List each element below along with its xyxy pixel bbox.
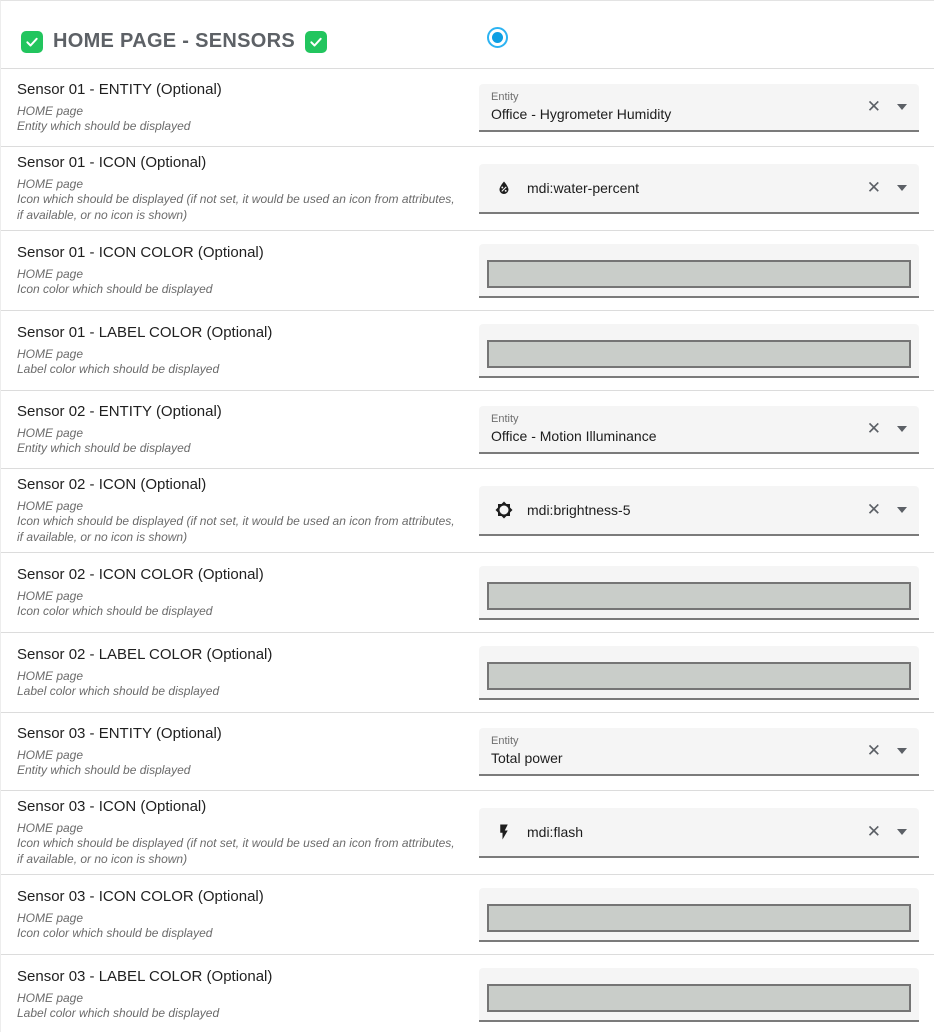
row-control-area bbox=[468, 147, 934, 230]
chevron-down-icon[interactable] bbox=[897, 829, 907, 835]
row-control-area bbox=[468, 391, 934, 468]
row-description: Entity which should be displayed bbox=[17, 441, 191, 455]
row-title: Sensor 02 - ICON (Optional) bbox=[17, 475, 207, 493]
clear-icon[interactable]: ✕ bbox=[866, 419, 881, 438]
row-subtitle: HOME page bbox=[17, 588, 84, 603]
page-header bbox=[1, 1, 934, 69]
settings-row bbox=[1, 469, 934, 553]
row-description: Label color which should be displayed bbox=[17, 1006, 220, 1020]
row-title: Sensor 02 - ENTITY (Optional) bbox=[17, 402, 222, 420]
settings-row bbox=[1, 391, 934, 469]
brightness-5-icon bbox=[495, 501, 513, 519]
row-description: Entity which should be displayed bbox=[17, 119, 191, 133]
chevron-down-icon[interactable] bbox=[897, 748, 907, 754]
field-value: Total power bbox=[491, 749, 563, 766]
settings-row bbox=[1, 553, 934, 633]
row-label-block bbox=[1, 311, 468, 390]
row-label-block bbox=[1, 553, 468, 632]
settings-row bbox=[1, 69, 934, 147]
chevron-down-icon[interactable] bbox=[897, 426, 907, 432]
row-label-block bbox=[1, 791, 468, 874]
row-label-block bbox=[1, 147, 468, 230]
color-swatch[interactable] bbox=[487, 984, 911, 1012]
row-control-area bbox=[468, 469, 934, 552]
row-description: Icon color which should be displayed bbox=[17, 282, 213, 296]
field-value: mdi:flash bbox=[527, 824, 584, 840]
field-value: Office - Motion Illuminance bbox=[491, 427, 657, 444]
settings-row bbox=[1, 791, 934, 875]
row-title: Sensor 02 - LABEL COLOR (Optional) bbox=[17, 645, 273, 663]
row-subtitle: HOME page bbox=[17, 498, 84, 513]
row-description: Entity which should be displayed bbox=[17, 763, 191, 777]
icon-select[interactable] bbox=[479, 164, 919, 214]
row-label-block bbox=[1, 713, 468, 790]
field-label: Entity bbox=[491, 412, 519, 425]
water-percent-icon bbox=[495, 179, 513, 197]
radio-selected-icon[interactable] bbox=[487, 27, 508, 48]
row-subtitle: HOME page bbox=[17, 176, 84, 191]
icon-select[interactable] bbox=[479, 486, 919, 536]
row-subtitle: HOME page bbox=[17, 990, 84, 1005]
row-title: Sensor 03 - ICON COLOR (Optional) bbox=[17, 887, 264, 905]
clear-icon[interactable]: ✕ bbox=[866, 822, 881, 841]
row-control-area bbox=[468, 231, 934, 310]
color-swatch[interactable] bbox=[487, 582, 911, 610]
color-swatch[interactable] bbox=[487, 904, 911, 932]
color-input[interactable] bbox=[479, 968, 919, 1022]
clear-icon[interactable]: ✕ bbox=[866, 741, 881, 760]
row-description: Icon which should be displayed (if not set, it would be used an icon from attributes, if available, or no icon is shown) bbox=[17, 514, 455, 544]
row-control-area bbox=[468, 69, 934, 146]
settings-row bbox=[1, 713, 934, 791]
field-label: Entity bbox=[491, 734, 519, 747]
row-subtitle: HOME page bbox=[17, 747, 84, 762]
clear-icon[interactable]: ✕ bbox=[866, 500, 881, 519]
color-swatch[interactable] bbox=[487, 340, 911, 368]
row-control-area bbox=[468, 553, 934, 632]
row-title: Sensor 03 - LABEL COLOR (Optional) bbox=[17, 967, 273, 985]
row-title: Sensor 01 - ICON (Optional) bbox=[17, 153, 207, 171]
checked-checkbox-icon[interactable] bbox=[21, 31, 43, 53]
row-title: Sensor 03 - ICON (Optional) bbox=[17, 797, 207, 815]
entity-select[interactable] bbox=[479, 406, 919, 454]
settings-row bbox=[1, 147, 934, 231]
settings-row bbox=[1, 311, 934, 391]
icon-select[interactable] bbox=[479, 808, 919, 858]
row-control-area bbox=[468, 791, 934, 874]
row-title: Sensor 02 - ICON COLOR (Optional) bbox=[17, 565, 264, 583]
row-control-area bbox=[468, 875, 934, 954]
row-label-block bbox=[1, 231, 468, 310]
row-title: Sensor 01 - ICON COLOR (Optional) bbox=[17, 243, 264, 261]
row-label-block bbox=[1, 955, 468, 1032]
row-title: Sensor 01 - LABEL COLOR (Optional) bbox=[17, 323, 273, 341]
settings-row bbox=[1, 633, 934, 713]
color-input[interactable] bbox=[479, 566, 919, 620]
row-label-block bbox=[1, 469, 468, 552]
clear-icon[interactable]: ✕ bbox=[866, 97, 881, 116]
field-value: mdi:water-percent bbox=[527, 180, 640, 196]
page-title: HOME PAGE - SENSORS bbox=[53, 30, 296, 52]
row-description: Label color which should be displayed bbox=[17, 684, 220, 698]
flash-icon bbox=[495, 823, 513, 841]
color-input[interactable] bbox=[479, 888, 919, 942]
settings-row bbox=[1, 955, 934, 1032]
row-subtitle: HOME page bbox=[17, 425, 84, 440]
row-control-area bbox=[468, 713, 934, 790]
row-control-area bbox=[468, 311, 934, 390]
row-control-area bbox=[468, 633, 934, 712]
checked-checkbox-icon[interactable] bbox=[305, 31, 327, 53]
row-title: Sensor 03 - ENTITY (Optional) bbox=[17, 724, 222, 742]
row-description: Label color which should be displayed bbox=[17, 362, 220, 376]
settings-rows bbox=[1, 69, 934, 1032]
clear-icon[interactable]: ✕ bbox=[866, 178, 881, 197]
row-label-block bbox=[1, 633, 468, 712]
row-subtitle: HOME page bbox=[17, 668, 84, 683]
field-label: Entity bbox=[491, 90, 519, 103]
color-input[interactable] bbox=[479, 324, 919, 378]
settings-row bbox=[1, 231, 934, 311]
settings-row bbox=[1, 875, 934, 955]
row-description: Icon color which should be displayed bbox=[17, 604, 213, 618]
row-subtitle: HOME page bbox=[17, 910, 84, 925]
row-subtitle: HOME page bbox=[17, 346, 84, 361]
row-description: Icon color which should be displayed bbox=[17, 926, 213, 940]
row-title: Sensor 01 - ENTITY (Optional) bbox=[17, 80, 222, 98]
row-label-block bbox=[1, 69, 468, 146]
chevron-down-icon[interactable] bbox=[897, 507, 907, 513]
chevron-down-icon[interactable] bbox=[897, 185, 907, 191]
entity-select[interactable] bbox=[479, 84, 919, 132]
row-subtitle: HOME page bbox=[17, 820, 84, 835]
color-swatch[interactable] bbox=[487, 260, 911, 288]
field-value: mdi:brightness-5 bbox=[527, 502, 631, 518]
chevron-down-icon[interactable] bbox=[897, 104, 907, 110]
row-control-area bbox=[468, 955, 934, 1032]
row-subtitle: HOME page bbox=[17, 103, 84, 118]
row-label-block bbox=[1, 391, 468, 468]
field-value: Office - Hygrometer Humidity bbox=[491, 105, 672, 122]
entity-select[interactable] bbox=[479, 728, 919, 776]
color-input[interactable] bbox=[479, 646, 919, 700]
row-description: Icon which should be displayed (if not set, it would be used an icon from attributes, if available, or no icon is shown) bbox=[17, 836, 455, 866]
row-subtitle: HOME page bbox=[17, 266, 84, 281]
color-input[interactable] bbox=[479, 244, 919, 298]
row-label-block bbox=[1, 875, 468, 954]
color-swatch[interactable] bbox=[487, 662, 911, 690]
row-description: Icon which should be displayed (if not set, it would be used an icon from attributes, if available, or no icon is shown) bbox=[17, 192, 455, 222]
